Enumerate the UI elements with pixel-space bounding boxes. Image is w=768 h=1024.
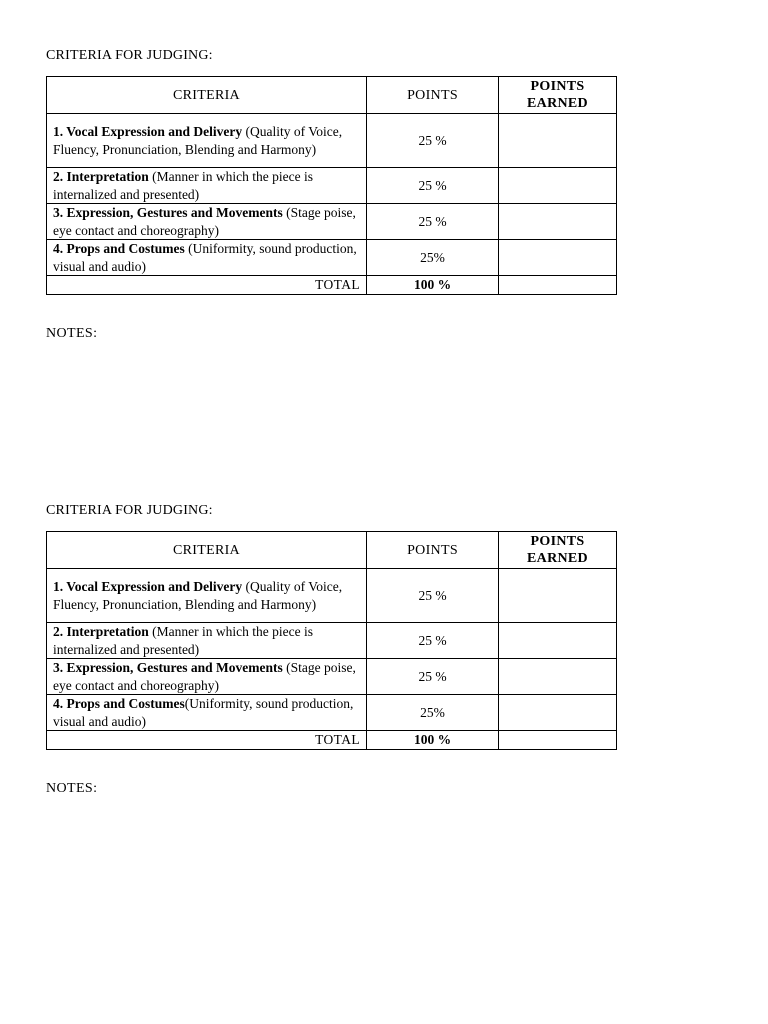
criterion-cell [47,569,367,623]
criterion-title: 2. Interpretation [53,169,149,184]
points-header: POINTS [367,532,499,569]
criterion-description: (Manner in which the piece is internalized and presented) [53,169,313,202]
criterion-cell [47,623,367,659]
total-earned-cell[interactable] [499,276,617,295]
points-earned-cell[interactable] [499,569,617,623]
criterion-points: 25 % [367,114,499,168]
points-earned-header-line1: POINTS [530,534,585,549]
table-row [47,114,617,168]
notes-label: NOTES: [46,781,98,796]
points-earned-cell[interactable] [499,695,617,731]
criteria-table [46,76,617,295]
criterion-cell [47,168,367,204]
criterion-cell [47,659,367,695]
points-earned-header-line1: POINTS [530,79,585,94]
total-label: TOTAL [47,276,367,295]
notes-label: NOTES: [46,326,98,341]
criterion-description: (Quality of Voice, Fluency, Pronunciation, Blending and Harmony) [53,579,343,612]
points-earned-cell[interactable] [499,168,617,204]
criterion-cell [47,204,367,240]
table-row [47,168,617,204]
criterion-title: 4. Props and Costumes [53,696,185,711]
points-earned-header-line2: EARNED [527,551,588,566]
table-row [47,569,617,623]
criterion-points: 25 % [367,168,499,204]
criterion-cell [47,114,367,168]
criterion-description: (Uniformity, sound production, visual and audio) [53,241,357,274]
criterion-description: (Manner in which the piece is internalized and presented) [53,624,313,657]
total-value: 100 % [367,276,499,295]
criteria-header: CRITERIA [47,532,367,569]
section-heading: CRITERIA FOR JUDGING: [46,503,213,518]
table-row [47,240,617,276]
table-row [47,204,617,240]
criterion-title: 3. Expression, Gestures and Movements [53,205,283,220]
criterion-title: 4. Props and Costumes [53,241,185,256]
criterion-description: (Uniformity, sound production, visual and audio) [53,696,354,729]
total-earned-cell[interactable] [499,731,617,750]
criterion-points: 25% [367,240,499,276]
criterion-points: 25 % [367,659,499,695]
section-heading: CRITERIA FOR JUDGING: [46,48,213,63]
criterion-title: 2. Interpretation [53,624,149,639]
criterion-points: 25 % [367,623,499,659]
criteria-table [46,531,617,750]
points-earned-cell[interactable] [499,114,617,168]
total-row [47,276,617,295]
criterion-points: 25 % [367,204,499,240]
table-header-row [47,77,617,114]
criterion-cell [47,695,367,731]
judging-section-2 [46,503,616,796]
criterion-title: 3. Expression, Gestures and Movements [53,660,283,675]
criterion-title: 1. Vocal Expression and Delivery [53,579,243,594]
points-earned-cell[interactable] [499,659,617,695]
table-row [47,695,617,731]
table-row [47,659,617,695]
points-earned-header-line2: EARNED [527,96,588,111]
criterion-title: 1. Vocal Expression and Delivery [53,124,243,139]
criterion-description: (Stage poise, eye contact and choreography) [53,205,356,238]
criteria-header: CRITERIA [47,77,367,114]
judging-section-1 [46,48,616,341]
criterion-description: (Stage poise, eye contact and choreography) [53,660,356,693]
criterion-points: 25% [367,695,499,731]
points-earned-header [499,532,617,569]
criterion-points: 25 % [367,569,499,623]
table-header-row [47,532,617,569]
total-value: 100 % [367,731,499,750]
points-earned-cell[interactable] [499,204,617,240]
points-earned-cell[interactable] [499,240,617,276]
points-header: POINTS [367,77,499,114]
total-row [47,731,617,750]
points-earned-cell[interactable] [499,623,617,659]
criterion-description: (Quality of Voice, Fluency, Pronunciation, Blending and Harmony) [53,124,343,157]
criterion-cell [47,240,367,276]
table-row [47,623,617,659]
total-label: TOTAL [47,731,367,750]
points-earned-header [499,77,617,114]
